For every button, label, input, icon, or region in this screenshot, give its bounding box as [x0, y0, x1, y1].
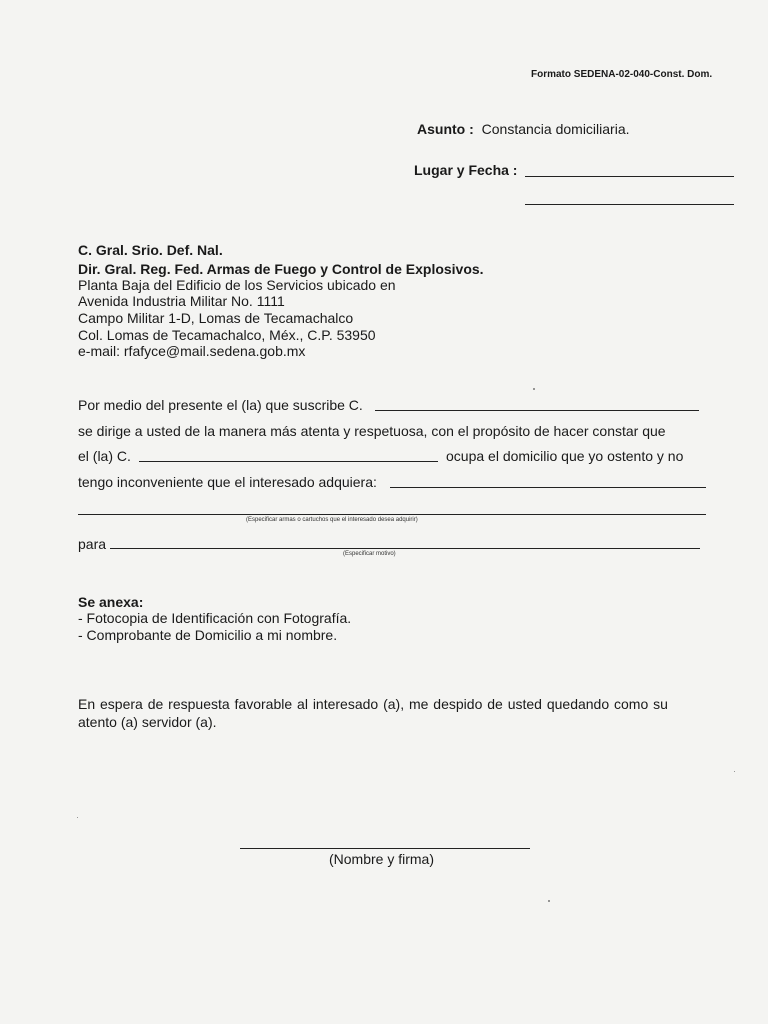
recipient-email: e-mail: rfafyce@mail.sedena.gob.mx — [78, 343, 306, 359]
format-code: Formato SEDENA-02-040-Const. Dom. — [531, 69, 713, 80]
signature-line[interactable] — [240, 848, 530, 849]
signer-name-field[interactable] — [375, 410, 699, 411]
subject-value: Constancia domiciliaria. — [481, 121, 630, 137]
recipient-line-4: Avenida Industria Militar No. 1111 — [78, 293, 285, 309]
scan-speck — [533, 388, 535, 390]
place-date-label: Lugar y Fecha : — [414, 162, 518, 178]
recipient-line-1: C. Gral. Srio. Def. Nal. — [78, 242, 223, 258]
body-ocupa: ocupa el domicilio que yo ostento y no — [446, 448, 684, 464]
annex-title: Se anexa: — [78, 594, 144, 610]
annex-item-2: - Comprobante de Domicilio a mi nombre. — [78, 627, 338, 643]
closing-line-1: En espera de respuesta favorable al interesado (a), me despido de usted quedando como su — [78, 696, 668, 712]
scan-speck — [548, 900, 550, 902]
scan-speck — [77, 817, 78, 818]
scan-speck — [734, 771, 735, 772]
recipient-line-5: Campo Militar 1-D, Lomas de Tecamachalco — [78, 310, 354, 326]
interested-name-field[interactable] — [139, 461, 438, 462]
hint-armas: (Especificar armas o cartuchos que el interesado desea adquirir) — [246, 517, 418, 523]
body-tengo: tengo inconveniente que el interesado adquiera: — [78, 474, 377, 490]
subject-label: Asunto : — [417, 121, 474, 137]
place-date-field-2[interactable] — [525, 204, 734, 205]
para-label: para — [78, 536, 107, 552]
place-date-field[interactable] — [525, 176, 734, 177]
hint-motivo: (Especificar motivo) — [343, 551, 396, 557]
reason-field[interactable] — [110, 548, 700, 549]
acquire-field-2[interactable] — [78, 514, 706, 515]
closing-line-2: atento (a) servidor (a). — [78, 714, 217, 730]
body-elc-label: el (la) C. — [78, 448, 131, 464]
signature-label: (Nombre y firma) — [329, 851, 435, 867]
acquire-field[interactable] — [390, 487, 706, 488]
body-line-1: Por medio del presente el (la) que suscribe C. — [78, 397, 363, 413]
subject — [417, 121, 630, 137]
recipient-line-6: Col. Lomas de Tecamachalco, Méx., C.P. 53950 — [78, 327, 376, 343]
recipient-line-3: Planta Baja del Edificio de los Servicios ubicado en — [78, 277, 396, 293]
recipient-line-2: Dir. Gral. Reg. Fed. Armas de Fuego y Control de Explosivos. — [78, 261, 484, 277]
annex-item-1: - Fotocopia de Identificación con Fotografía. — [78, 610, 352, 626]
body-line-2: se dirige a usted de la manera más atenta y respetuosa, con el propósito de hacer constar que — [78, 423, 666, 439]
